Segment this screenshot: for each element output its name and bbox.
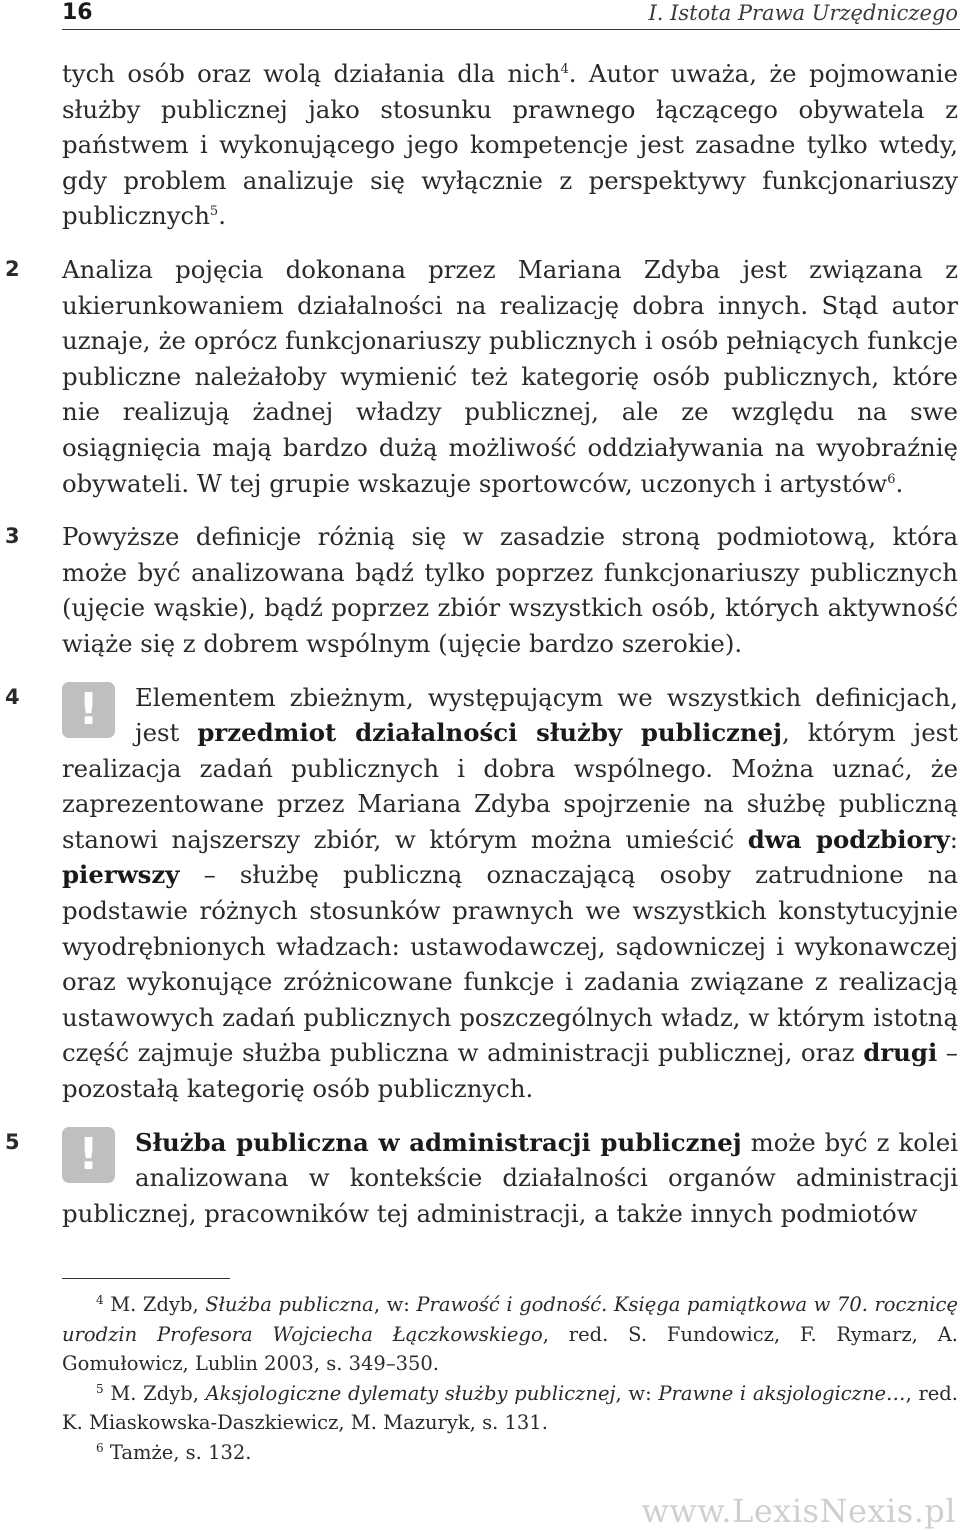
paragraph-text: . Autor uważa, że pojmowanie służby publicznej jako stosunku prawnego łączącego obywatela z państwem i wykonującego jego kompetencje jest zasadne tylko wtedy, gdy problem analizuje się wyłącznie z perspektywy funkcjonariuszy publicznych	[62, 59, 959, 231]
footnote-rule	[62, 1278, 230, 1279]
paragraph-text: .	[895, 468, 904, 498]
footnote-text: M. Zdyb,	[103, 1293, 206, 1316]
margin-number: 5	[5, 1129, 20, 1154]
watermark: www.LexisNexis.pl	[641, 1492, 956, 1530]
footnote-text: Tamże, s. 132.	[103, 1440, 252, 1464]
footnote-text: M. Zdyb,	[103, 1381, 206, 1405]
bold-term: Służba publiczna w administracji publicznej	[135, 1127, 742, 1157]
bold-term: drugi	[863, 1038, 938, 1068]
paragraph-text: tych osób oraz wolą działania dla nich	[62, 59, 561, 88]
exclamation-icon: !	[62, 1127, 115, 1183]
footnote-title: Aksjologiczne dylematy służby publicznej	[205, 1381, 616, 1405]
footnote	[62, 1438, 958, 1468]
paragraph-5	[5, 1125, 958, 1232]
margin-number: 2	[5, 256, 20, 281]
footnote-ref[interactable]: 5	[209, 204, 219, 220]
paragraph-text: Powyższe definicje różnią się w zasadzie stroną podmiotową, która może być analizowana bądź tylko poprzez funkcjonariuszy publicznych (ujęcie wąskie), bądź poprzez zbiór wszystkich osób, których aktywność wiąże się z dobrem wspólnym (ujęcie bardzo szerokie).	[62, 522, 958, 658]
paragraph-text: Elementem zbieżnym, występującym we wszystkich definicjach, jest	[135, 682, 958, 748]
header-rule	[62, 29, 960, 30]
bold-term: dwa podzbiory	[747, 824, 950, 854]
bold-term: pierwszy	[62, 860, 180, 890]
body-text	[5, 56, 959, 1231]
footnotes	[62, 1290, 958, 1467]
footnote-number: 4	[96, 1293, 104, 1307]
exclamation-icon: !	[62, 682, 115, 738]
paragraph-text: może być z kolei analizowana w kontekście działalności organów administracji publicznej, pracowników tej administracji, a także innych podmiotów	[62, 1127, 958, 1228]
paragraph-2	[5, 252, 958, 501]
footnote-ref[interactable]: 6	[887, 471, 896, 487]
paragraph-text: , którym jest realizacja zadań publicznych i dobra wspólnego. Można uznać, że zaprezentowane przez Mariana Zdyba spojrzenie na służbę publiczną stanowi najszerszy zbiór, w którym można umieścić	[62, 718, 958, 854]
footnote-text: , red. K. Miaskowska-Daszkiewicz, M. Mazuryk, s. 131.	[62, 1381, 958, 1434]
footnote-title: Służba publiczna	[205, 1293, 374, 1316]
paragraph-3	[5, 519, 958, 661]
margin-number: 4	[5, 684, 20, 709]
paragraph-continued	[62, 56, 958, 234]
footnote-title: Prawość i godność. Księga pamiątkowa w 70. rocznicę urodzin Profesora Wojciecha Łączkowskiego	[62, 1293, 959, 1346]
page-number: 16	[62, 0, 93, 25]
paragraph-4	[5, 680, 959, 1107]
footnote-ref[interactable]: 4	[560, 62, 569, 77]
margin-number: 3	[5, 524, 20, 549]
paragraph-text: :	[949, 824, 959, 854]
footnote-text: , w:	[615, 1381, 659, 1405]
paragraph-text: .	[218, 201, 226, 231]
paragraph-text: Analiza pojęcia dokonana przez Mariana Zdyba jest związana z ukierunkowaniem działalności na realizację dobra innych. Stąd autor uznaje, że oprócz funkcjonariuszy publicznych i osób pełniących funkcje publiczne należałoby wymienić też kategorię osób publicznych, które nie realizują żadnej władzy publicznej, ale ze względu na swe osiągnięcia mają bardzo dużą możliwość oddziaływania na wyobraźnię obywateli. W tej grupie wskazuje sportowców, uczonych i artystów	[62, 254, 958, 498]
paragraph-text: – służbę publiczną oznaczającą osoby zatrudnione na podstawie różnych stosunków prawnych we wszystkich konstytucyjnie wyodrębnionych władzach: ustawodawczej, sądowniczej i wykonawczej oraz wykonujące zróżnicowane funkcje i zadania związane z realizacją ustawowych zadań publicznych poszczególnych władz, w którym istotną część zajmuje służba publiczna w administracji publicznej, oraz	[62, 860, 958, 1068]
bold-term: przedmiot działalności służby publicznej	[197, 718, 782, 748]
footnote	[62, 1290, 958, 1379]
running-head: I. Istota Prawa Urzędniczego	[648, 1, 958, 25]
paragraph-text: – pozostałą kategorię osób publicznych.	[62, 1038, 958, 1104]
footnote-number: 6	[96, 1440, 104, 1455]
footnote-text: , w:	[373, 1293, 417, 1316]
footnote-title: Prawne i aksjologiczne…	[658, 1381, 906, 1405]
page-header	[62, 0, 960, 26]
footnote	[62, 1379, 958, 1438]
footnote-number: 5	[96, 1381, 104, 1396]
footnote-text: , red. S. Fundowicz, F. Rymarz, A. Gomułowicz, Lublin 2003, s. 349–350.	[62, 1322, 958, 1375]
